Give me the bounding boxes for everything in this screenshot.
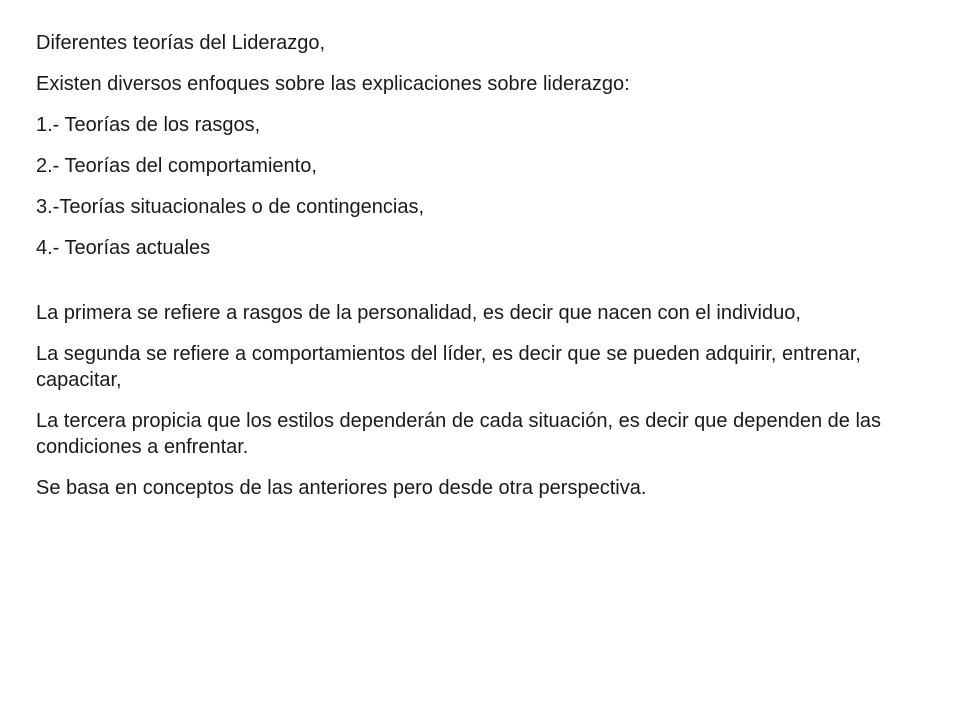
slide-title: Diferentes teorías del Liderazgo,: [36, 32, 326, 54]
intro-text: Existen diversos enfoques sobre las explicaciones sobre liderazgo:: [36, 73, 630, 95]
paragraph-first: La primera se refiere a rasgos de la personalidad, es decir que nacen con el individuo,: [36, 302, 801, 324]
paragraph-second: La segunda se refiere a comportamientos del líder, es decir que se pueden adquirir, entrenar, capacitar,: [36, 343, 861, 391]
theory-item-3: 3.-Teorías situacionales o de contingencias,: [36, 196, 425, 218]
paragraph-fourth: Se basa en conceptos de las anteriores pero desde otra perspectiva.: [36, 477, 647, 499]
theory-item-2: 2.- Teorías del comportamiento,: [36, 155, 317, 177]
theory-item-4: 4.- Teorías actuales: [36, 237, 211, 259]
theory-item-1: 1.- Teorías de los rasgos,: [36, 114, 261, 136]
spacer: [36, 276, 936, 300]
paragraph-third: La tercera propicia que los estilos dependerán de cada situación, es decir que dependen de las condiciones a enfrentar.: [36, 410, 882, 458]
slide-content: [36, 30, 936, 516]
